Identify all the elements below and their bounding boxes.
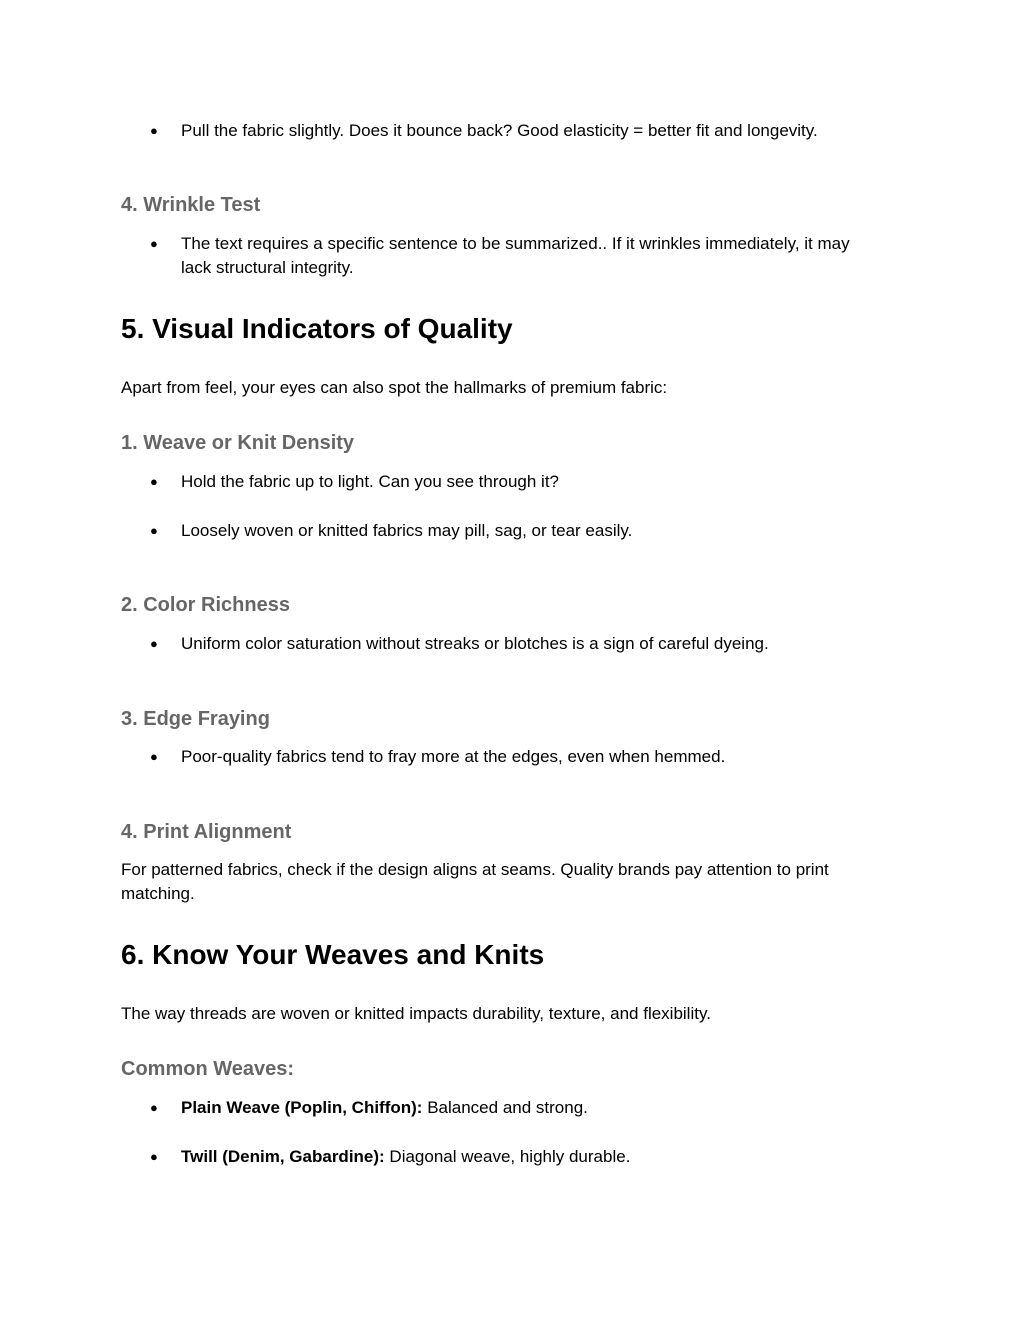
bullet-icon: ● — [150, 636, 158, 651]
section-heading-visual-indicators: 5. Visual Indicators of Quality — [121, 313, 513, 344]
bullet-icon: ● — [150, 523, 158, 538]
bullet-icon: ● — [150, 749, 158, 764]
bullet-icon: ● — [150, 474, 158, 489]
list-item-text — [181, 1145, 881, 1169]
list-item-text: Poor-quality fabrics tend to fray more at the edges, even when hemmed. — [181, 747, 726, 766]
subsection-heading-color-richness: 2. Color Richness — [121, 594, 290, 616]
subsection-heading-wrinkle-test: 4. Wrinkle Test — [121, 194, 261, 216]
section-heading-weaves-knits: 6. Know Your Weaves and Knits — [121, 939, 545, 970]
subsection-heading-weave-density: 1. Weave or Knit Density — [121, 432, 355, 454]
subsection-heading-print-alignment: 4. Print Alignment — [121, 821, 292, 843]
list-item-text — [181, 1096, 881, 1120]
bullet-icon: ● — [150, 1100, 158, 1115]
weave-description: Diagonal weave, highly durable. — [384, 1147, 631, 1166]
list-item-text: Loosely woven or knitted fabrics may pill, sag, or tear easily. — [181, 521, 633, 540]
section-intro-paragraph: Apart from feel, your eyes can also spot the hallmarks of premium fabric: — [121, 378, 668, 397]
weave-description: Balanced and strong. — [422, 1098, 588, 1117]
weave-term: Plain Weave (Poplin, Chiffon): — [181, 1098, 423, 1117]
list-item-text: The text requires a specific sentence to be summarized.. If it wrinkles immediately, it may lack structural integrity. — [181, 234, 850, 277]
bullet-icon: ● — [150, 236, 158, 251]
subsection-heading-common-weaves: Common Weaves: — [121, 1058, 295, 1080]
print-alignment-paragraph: For patterned fabrics, check if the design aligns at seams. Quality brands pay attention to print matching. — [121, 860, 829, 903]
section-intro-paragraph: The way threads are woven or knitted impacts durability, texture, and flexibility. — [121, 1004, 711, 1023]
subsection-heading-edge-fraying: 3. Edge Fraying — [121, 708, 270, 730]
bullet-icon: ● — [150, 1149, 158, 1164]
list-item-text: Pull the fabric slightly. Does it bounce back? Good elasticity = better fit and longevity. — [181, 121, 818, 140]
list-item-text: Hold the fabric up to light. Can you see through it? — [181, 472, 560, 491]
bullet-icon: ● — [150, 123, 158, 138]
weave-term: Twill (Denim, Gabardine): — [181, 1147, 385, 1166]
list-item-text: Uniform color saturation without streaks or blotches is a sign of careful dyeing. — [181, 634, 769, 653]
